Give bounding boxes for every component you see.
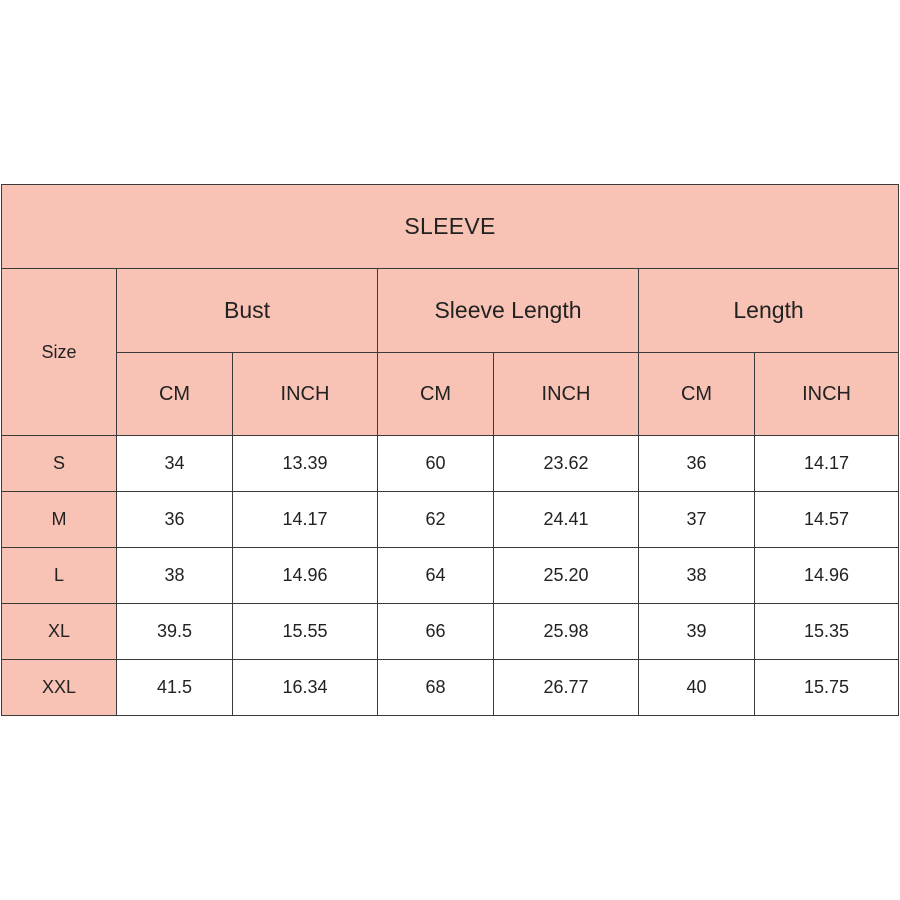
table-cell: 25.98: [494, 604, 639, 660]
table-cell: 36: [117, 492, 233, 548]
table-cell: 64: [378, 548, 494, 604]
table-cell: 38: [639, 548, 755, 604]
table-cell: 39.5: [117, 604, 233, 660]
table-cell: 13.39: [233, 436, 378, 492]
group-header-bust: Bust: [117, 269, 378, 353]
size-cell: XL: [2, 604, 117, 660]
unit-header-length-cm: CM: [639, 353, 755, 436]
size-cell: S: [2, 436, 117, 492]
table-cell: 40: [639, 660, 755, 716]
table-row: [2, 492, 899, 548]
table-cell: 15.75: [755, 660, 899, 716]
table-cell: 34: [117, 436, 233, 492]
table-cell: 25.20: [494, 548, 639, 604]
table-cell: 37: [639, 492, 755, 548]
table-cell: 39: [639, 604, 755, 660]
table-cell: 14.17: [233, 492, 378, 548]
table-cell: 41.5: [117, 660, 233, 716]
table-cell: 14.96: [233, 548, 378, 604]
table-row: [2, 436, 899, 492]
table-row: [2, 660, 899, 716]
unit-header-bust-cm: CM: [117, 353, 233, 436]
group-header-length: Length: [639, 269, 899, 353]
table-cell: 24.41: [494, 492, 639, 548]
table-cell: 15.55: [233, 604, 378, 660]
table-cell: 15.35: [755, 604, 899, 660]
unit-header-row: [2, 353, 899, 436]
table-cell: 38: [117, 548, 233, 604]
table-cell: 66: [378, 604, 494, 660]
table-cell: 26.77: [494, 660, 639, 716]
table-cell: 14.96: [755, 548, 899, 604]
group-header-sleeve-length: Sleeve Length: [378, 269, 639, 353]
table-cell: 36: [639, 436, 755, 492]
unit-header-bust-inch: INCH: [233, 353, 378, 436]
table-cell: 62: [378, 492, 494, 548]
table-row: [2, 604, 899, 660]
table-cell: 68: [378, 660, 494, 716]
size-chart-table: [1, 184, 899, 716]
table-cell: 14.57: [755, 492, 899, 548]
title-row: [2, 185, 899, 269]
table-row: [2, 548, 899, 604]
table-title: SLEEVE: [2, 185, 899, 269]
unit-header-length-inch: INCH: [755, 353, 899, 436]
unit-header-sleeve-cm: CM: [378, 353, 494, 436]
table-cell: 23.62: [494, 436, 639, 492]
table-cell: 16.34: [233, 660, 378, 716]
table-cell: 14.17: [755, 436, 899, 492]
size-cell: M: [2, 492, 117, 548]
group-header-row: [2, 269, 899, 353]
size-cell: XXL: [2, 660, 117, 716]
table-cell: 60: [378, 436, 494, 492]
size-cell: L: [2, 548, 117, 604]
unit-header-sleeve-inch: INCH: [494, 353, 639, 436]
size-column-header: Size: [2, 269, 117, 436]
